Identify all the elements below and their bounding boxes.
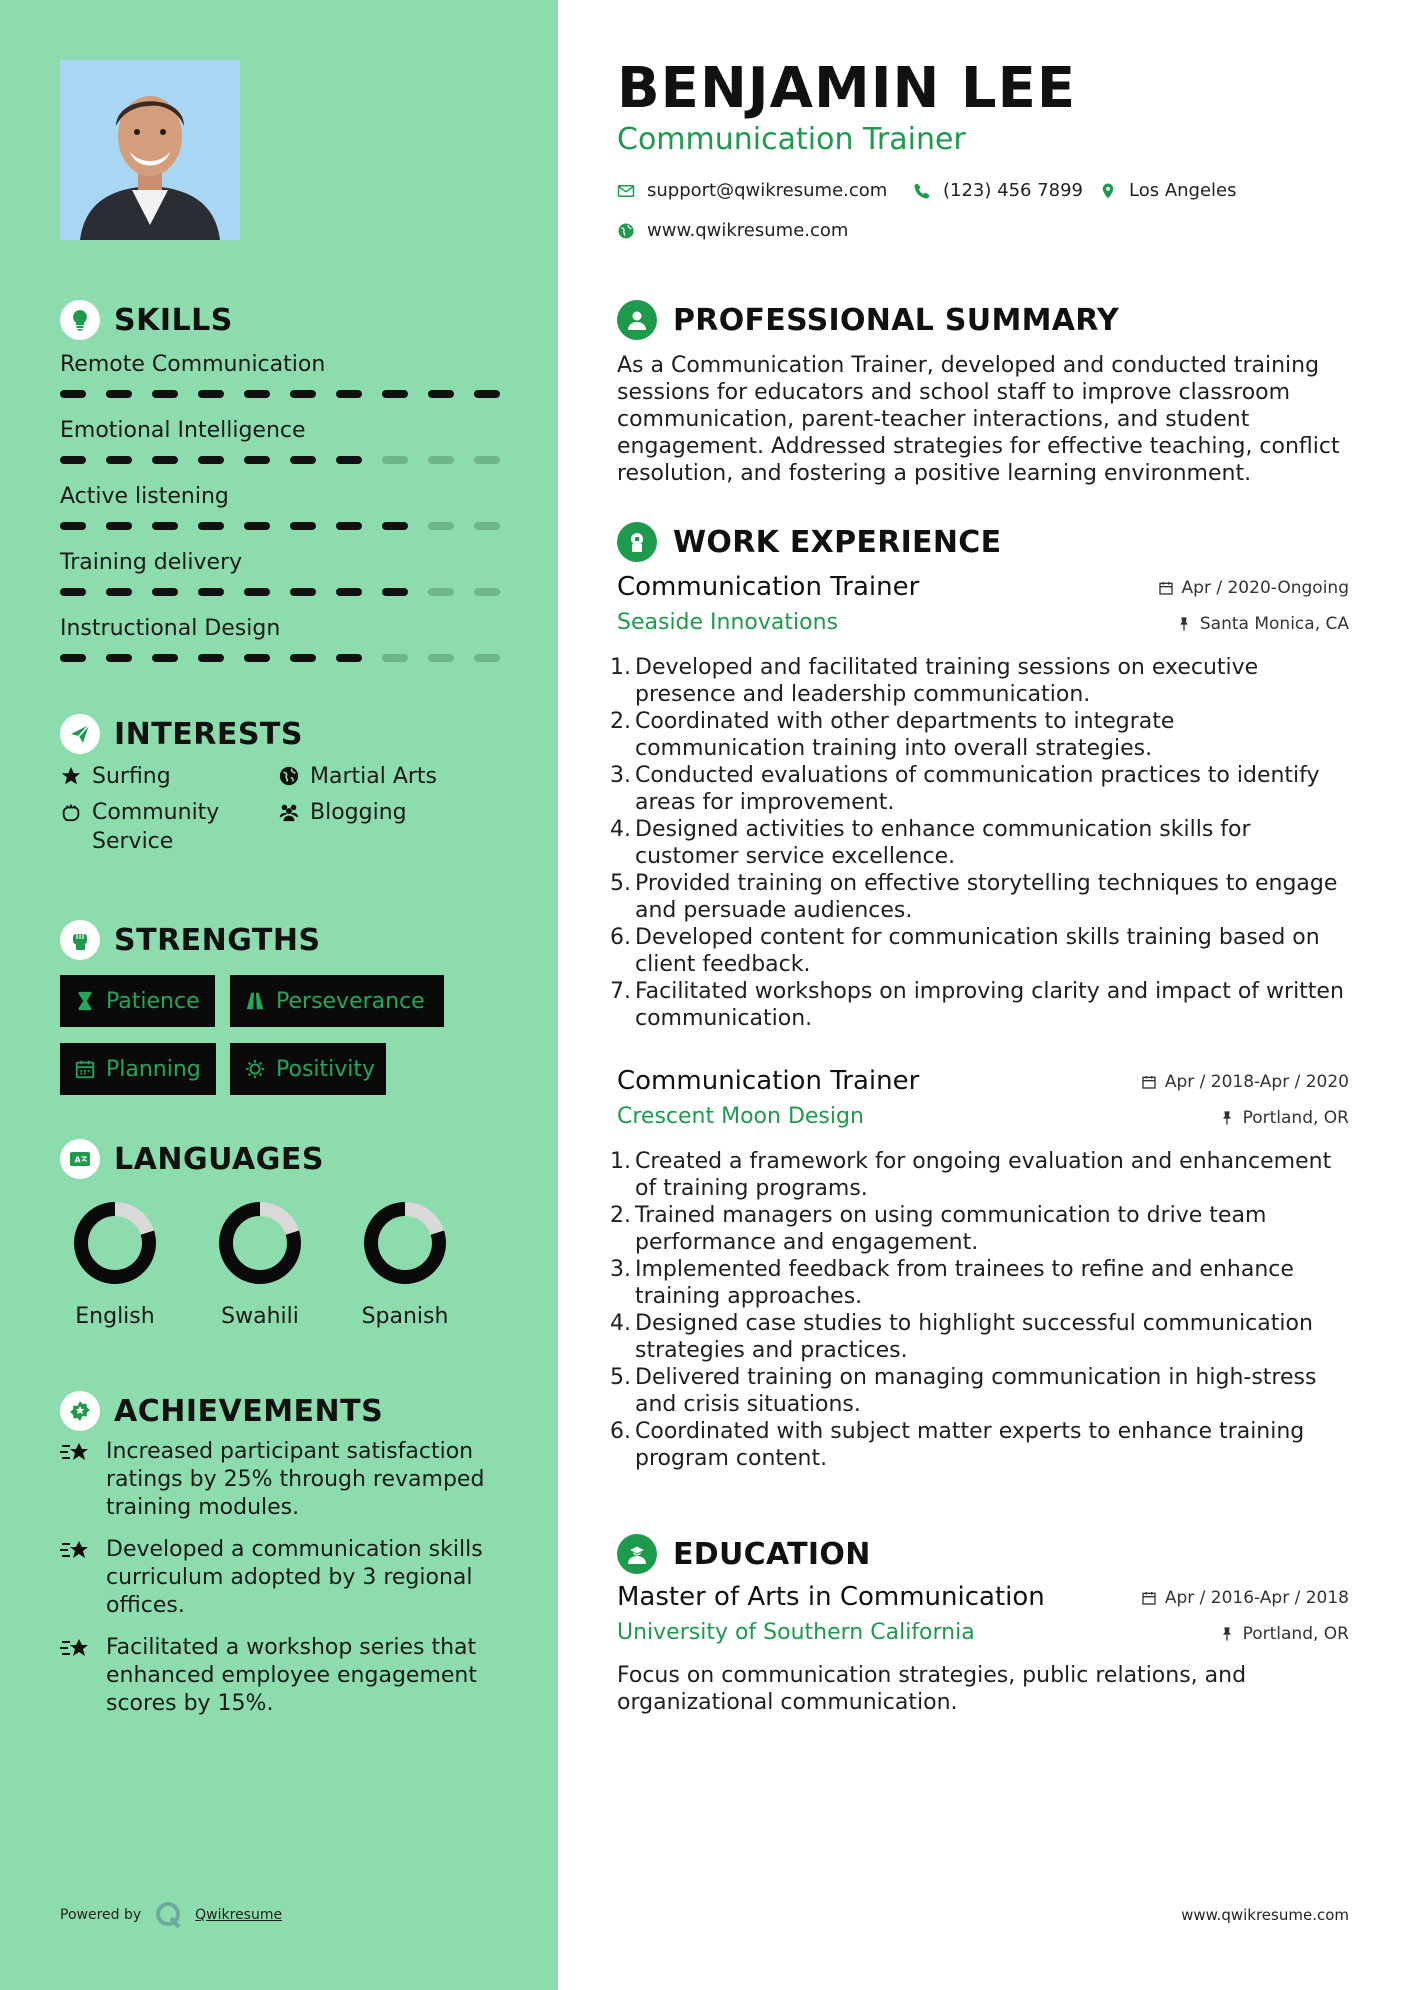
interest-label: Surfing — [92, 764, 171, 789]
profile-photo — [60, 60, 240, 240]
list-item: 2. Trained managers on using communication to drive team performance and engagement. — [610, 1203, 1267, 1255]
svg-text:A: A — [74, 1155, 81, 1165]
skill-level-segment — [336, 522, 362, 530]
star-icon — [60, 1440, 92, 1468]
achievement-item — [60, 1536, 500, 1620]
main-content — [610, 0, 1349, 1990]
contact-email[interactable] — [617, 180, 887, 201]
phone-icon — [913, 182, 931, 200]
job-location-text: Santa Monica, CA — [1199, 614, 1349, 634]
achievement-text: Increased participant satisfaction ratings by 25% through revamped training modules. — [106, 1439, 485, 1520]
pushpin-icon — [1219, 1110, 1235, 1126]
location-text: Los Angeles — [1129, 180, 1237, 201]
calendar-icon — [74, 1058, 96, 1080]
experience-heading — [617, 522, 1001, 562]
skill-level-segment — [336, 654, 362, 662]
interest-item — [278, 798, 407, 827]
envelope-icon — [617, 182, 635, 200]
skill-level-segment — [382, 588, 408, 596]
skill-level-segment — [382, 654, 408, 662]
job-bullets — [609, 1148, 1349, 1472]
list-item: 5. Delivered training on managing communication in high-stress and crisis situations. — [610, 1365, 1317, 1417]
calendar-icon — [1158, 580, 1174, 596]
education-heading — [617, 1534, 871, 1574]
star-icon — [60, 1538, 92, 1566]
skill-level-segment — [152, 654, 178, 662]
powered-by-label: Powered by — [60, 1907, 142, 1923]
phone-text: (123) 456 7899 — [943, 180, 1084, 201]
job-company: Seaside Innovations — [617, 610, 838, 635]
skill-level-segment — [106, 456, 132, 464]
road-icon — [244, 990, 266, 1012]
skill-level-bar — [60, 456, 500, 464]
skill-level-segment — [428, 588, 454, 596]
skill-level-segment — [244, 588, 270, 596]
skill-level-segment — [290, 390, 316, 398]
languages-heading — [60, 1139, 324, 1179]
achievement-item — [60, 1438, 500, 1522]
list-item: 1. Developed and facilitated training sessions on executive presence and leadership communication. — [610, 655, 1259, 707]
skill-level-segment — [244, 390, 270, 398]
skill-item — [60, 546, 500, 612]
skill-level-segment — [290, 456, 316, 464]
job-location-text: Portland, OR — [1242, 1108, 1349, 1128]
skill-level-segment — [428, 522, 454, 530]
language-item — [350, 1198, 460, 1329]
qwikresume-link[interactable]: Qwikresume — [195, 1907, 283, 1923]
skill-level-segment — [382, 390, 408, 398]
education-location-text: Portland, OR — [1242, 1624, 1349, 1644]
list-item: 1. Created a framework for ongoing evaluation and enhancement of training programs. — [610, 1149, 1332, 1201]
list-item: 4. Designed activities to enhance communication skills for customer service excellence. — [610, 817, 1251, 869]
skill-level-segment — [428, 654, 454, 662]
skill-item — [60, 480, 500, 546]
skill-level-segment — [152, 588, 178, 596]
language-name: English — [75, 1304, 155, 1329]
skill-level-segment — [474, 522, 500, 530]
skill-level-segment — [290, 522, 316, 530]
skill-level-bar — [60, 390, 500, 398]
candidate-name: BENJAMIN LEE — [617, 56, 1077, 121]
hourglass-icon — [74, 990, 96, 1012]
footer-url[interactable]: www.qwikresume.com — [1181, 1906, 1349, 1924]
interests-title: INTERESTS — [114, 716, 303, 752]
skill-level-segment — [336, 390, 362, 398]
strength-label: Planning — [106, 1056, 201, 1082]
lightbulb-icon — [60, 300, 100, 340]
calendar-icon — [1141, 1590, 1157, 1606]
strength-label: Patience — [106, 988, 200, 1014]
skill-level-segment — [428, 390, 454, 398]
job-location — [1219, 1108, 1349, 1128]
skill-name: Instructional Design — [60, 616, 281, 641]
education-dates — [1141, 1588, 1349, 1608]
skills-heading — [60, 300, 233, 340]
paper-plane-icon — [60, 714, 100, 754]
skill-level-segment — [60, 654, 86, 662]
summary-text: As a Communication Trainer, developed and conducted training sessions for educators and school staff to improve classroom communication, parent-teacher interactions, and student engagement. Addressed strategies for effective teaching, conflict resolution, and fostering a positive learning environment. — [617, 353, 1340, 486]
sidebar — [0, 0, 558, 1990]
job-bullets — [609, 654, 1349, 1032]
job-location — [1176, 614, 1349, 634]
skill-level-segment — [382, 522, 408, 530]
skill-level-segment — [198, 654, 224, 662]
language-name: Spanish — [361, 1304, 449, 1329]
achievements-heading — [60, 1391, 383, 1431]
job-company: Crescent Moon Design — [617, 1104, 864, 1129]
list-item: 6. Coordinated with subject matter experts to enhance training program content. — [610, 1419, 1305, 1471]
interest-label: Martial Arts — [310, 764, 438, 789]
contact-location — [1099, 180, 1237, 201]
strength-badge — [230, 1043, 386, 1095]
skill-level-segment — [60, 456, 86, 464]
star-icon — [60, 765, 82, 787]
skill-level-segment — [198, 522, 224, 530]
strength-badge — [230, 975, 444, 1027]
strength-badge — [60, 975, 215, 1027]
achievement-text: Developed a communication skills curriculum adopted by 3 regional offices. — [106, 1537, 483, 1618]
education-description: Focus on communication strategies, public relations, and organizational communication. — [617, 1663, 1247, 1715]
skill-level-segment — [106, 522, 132, 530]
summary-title: PROFESSIONAL SUMMARY — [673, 302, 1120, 338]
skill-item — [60, 612, 500, 678]
fist-icon — [60, 920, 100, 960]
job-dates-text: Apr / 2020-Ongoing — [1181, 578, 1349, 598]
list-item: 2. Coordinated with other departments to integrate communication training into overall strategies. — [610, 709, 1175, 761]
interest-label: Community Service — [92, 800, 220, 854]
map-marker-icon — [1099, 182, 1117, 200]
briefcase-icon — [617, 522, 657, 562]
skill-name: Remote Communication — [60, 352, 326, 377]
star-icon — [60, 1636, 92, 1664]
skill-level-segment — [198, 588, 224, 596]
skills-title: SKILLS — [114, 302, 233, 338]
graduate-icon — [617, 1534, 657, 1574]
user-icon — [617, 300, 657, 340]
language-name: Swahili — [221, 1304, 299, 1329]
skill-level-segment — [106, 588, 132, 596]
skill-level-segment — [152, 456, 178, 464]
strengths-title: STRENGTHS — [114, 922, 321, 958]
skill-level-segment — [474, 588, 500, 596]
skill-level-segment — [336, 456, 362, 464]
skill-level-segment — [474, 390, 500, 398]
job-title: Communication Trainer — [617, 572, 920, 602]
strength-label: Perseverance — [276, 988, 425, 1014]
experience-title: WORK EXPERIENCE — [673, 524, 1002, 560]
strength-label: Positivity — [276, 1056, 376, 1082]
interest-item — [60, 762, 171, 791]
contact-phone[interactable] — [913, 180, 1083, 201]
list-item: 5. Provided training on effective storytelling techniques to engage and persuade audiences. — [610, 871, 1338, 923]
skill-level-segment — [244, 522, 270, 530]
skill-level-segment — [382, 456, 408, 464]
skill-level-segment — [60, 588, 86, 596]
interest-label: Blogging — [310, 800, 407, 825]
skill-level-bar — [60, 522, 500, 530]
degree-title: Master of Arts in Communication — [617, 1582, 1045, 1612]
sun-icon — [244, 1058, 266, 1080]
pushpin-icon — [1176, 616, 1192, 632]
school-name: University of Southern California — [617, 1620, 975, 1645]
job-dates — [1141, 1072, 1349, 1092]
globe-icon — [617, 222, 635, 240]
interests-heading — [60, 714, 303, 754]
skill-level-segment — [152, 390, 178, 398]
languages-title: LANGUAGES — [114, 1141, 324, 1177]
interest-item — [278, 762, 437, 791]
skill-level-segment — [244, 456, 270, 464]
skill-level-bar — [60, 588, 500, 596]
education-title: EDUCATION — [673, 1536, 871, 1572]
star-badge-icon — [60, 1391, 100, 1431]
skills-list — [60, 348, 500, 678]
skill-name: Training delivery — [60, 550, 243, 575]
calendar-icon — [1141, 1074, 1157, 1090]
skill-level-segment — [428, 456, 454, 464]
email-text: support@qwikresume.com — [647, 180, 888, 201]
skill-level-segment — [198, 456, 224, 464]
candidate-title: Communication Trainer — [617, 122, 966, 157]
achievement-text: Facilitated a workshop series that enhanced employee engagement scores by 15%. — [106, 1635, 477, 1716]
skill-level-segment — [336, 588, 362, 596]
skill-item — [60, 414, 500, 480]
skill-level-segment — [290, 654, 316, 662]
skill-level-segment — [474, 654, 500, 662]
list-item: 3. Implemented feedback from trainees to refine and enhance training approaches. — [610, 1257, 1294, 1309]
skill-level-segment — [60, 522, 86, 530]
skill-level-segment — [60, 390, 86, 398]
hand-icon — [60, 801, 82, 823]
education-dates-text: Apr / 2016-Apr / 2018 — [1164, 1588, 1349, 1608]
pushpin-icon — [1219, 1626, 1235, 1642]
skill-level-segment — [152, 522, 178, 530]
job-dates — [1158, 578, 1349, 598]
users-icon — [278, 801, 300, 823]
skill-level-bar — [60, 654, 500, 662]
education-location — [1219, 1624, 1349, 1644]
language-donut — [70, 1198, 160, 1288]
summary-heading — [617, 300, 1119, 340]
list-item: 4. Designed case studies to highlight successful communication strategies and practices. — [610, 1311, 1313, 1363]
skill-level-segment — [106, 390, 132, 398]
job-title: Communication Trainer — [617, 1066, 920, 1096]
language-donut — [215, 1198, 305, 1288]
skill-level-segment — [474, 456, 500, 464]
language-item — [205, 1198, 315, 1329]
qwikresume-logo-icon — [153, 1900, 183, 1930]
language-item — [60, 1198, 170, 1329]
skill-name: Emotional Intelligence — [60, 418, 306, 443]
skill-item — [60, 348, 500, 414]
website-text: www.qwikresume.com — [647, 220, 849, 241]
skill-level-segment — [290, 588, 316, 596]
list-item: 6. Developed content for communication skills training based on client feedback. — [610, 925, 1320, 977]
contact-website[interactable] — [617, 220, 848, 241]
achievements-title: ACHIEVEMENTS — [114, 1393, 384, 1429]
powered-by — [60, 1900, 282, 1930]
skill-level-segment — [106, 654, 132, 662]
achievement-item — [60, 1634, 500, 1718]
list-item: 3. Conducted evaluations of communication practices to identify areas for improvement. — [610, 763, 1320, 815]
strengths-heading — [60, 920, 321, 960]
skill-name: Active listening — [60, 484, 229, 509]
list-item: 7. Facilitated workshops on improving clarity and impact of written communication. — [610, 979, 1344, 1031]
strength-badge — [60, 1043, 216, 1095]
skill-level-segment — [244, 654, 270, 662]
language-icon — [60, 1139, 100, 1179]
globe-icon — [278, 765, 300, 787]
interest-item — [60, 798, 230, 856]
job-dates-text: Apr / 2018-Apr / 2020 — [1164, 1072, 1349, 1092]
language-donut — [360, 1198, 450, 1288]
skill-level-segment — [198, 390, 224, 398]
